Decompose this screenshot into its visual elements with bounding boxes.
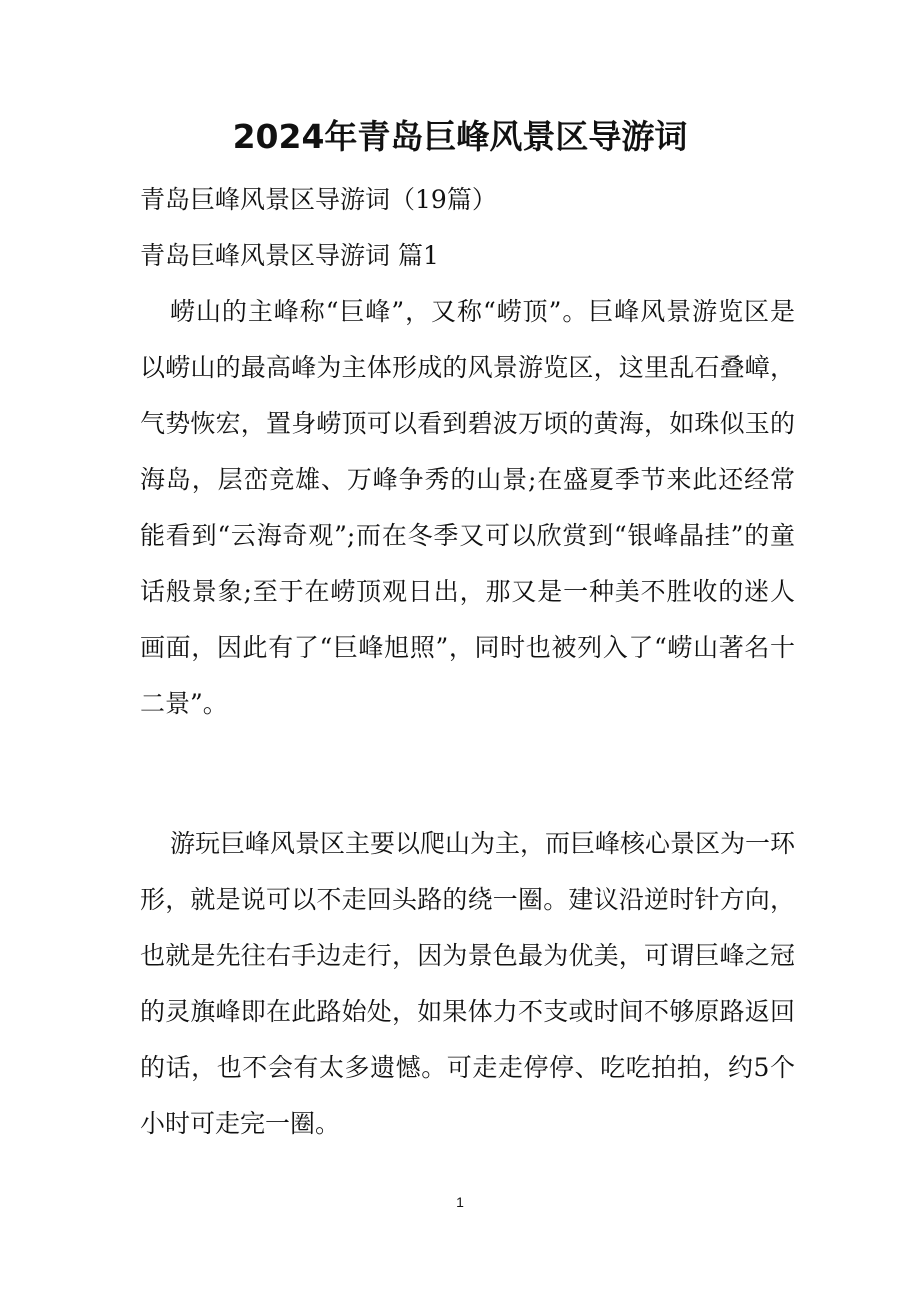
section-heading: 青岛巨峰风景区导游词 篇1 [140, 241, 439, 270]
body-paragraph-1: 崂山的主峰称“巨峰”，又称“崂顶”。巨峰风景游览区是以崂山的最高峰为主体形成的风景游览区，这里乱石叠嶂，气势恢宏，置身崂顶可以看到碧波万顷的黄海，如珠似玉的海岛，层峦竞雄、万峰争秀的山景;在盛夏季节来此还经常能看到“云海奇观”;而在冬季又可以欣赏到“银峰晶挂”的童话般景象;至于在崂顶观日出，那又是一种美不胜收的迷人画面，因此有了“巨峰旭照”，同时也被列入了“崂山著名十二景”。 [140, 297, 795, 718]
page-number: 1 [456, 1194, 464, 1210]
body-paragraph-2: 游玩巨峰风景区主要以爬山为主，而巨峰核心景区为一环形，就是说可以不走回头路的绕一圈。建议沿逆时针方向，也就是先往右手边走行，因为景色最为优美，可谓巨峰之冠的灵旗峰即在此路始处，如果体力不支或时间不够原路返回的话，也不会有太多遗憾。可走走停停、吃吃拍拍，约5个小时可走完一圈。 [140, 829, 796, 1138]
document-title: 2024年青岛巨峰风景区导游词 [232, 117, 688, 156]
collection-heading: 青岛巨峰风景区导游词（19篇） [140, 185, 497, 214]
